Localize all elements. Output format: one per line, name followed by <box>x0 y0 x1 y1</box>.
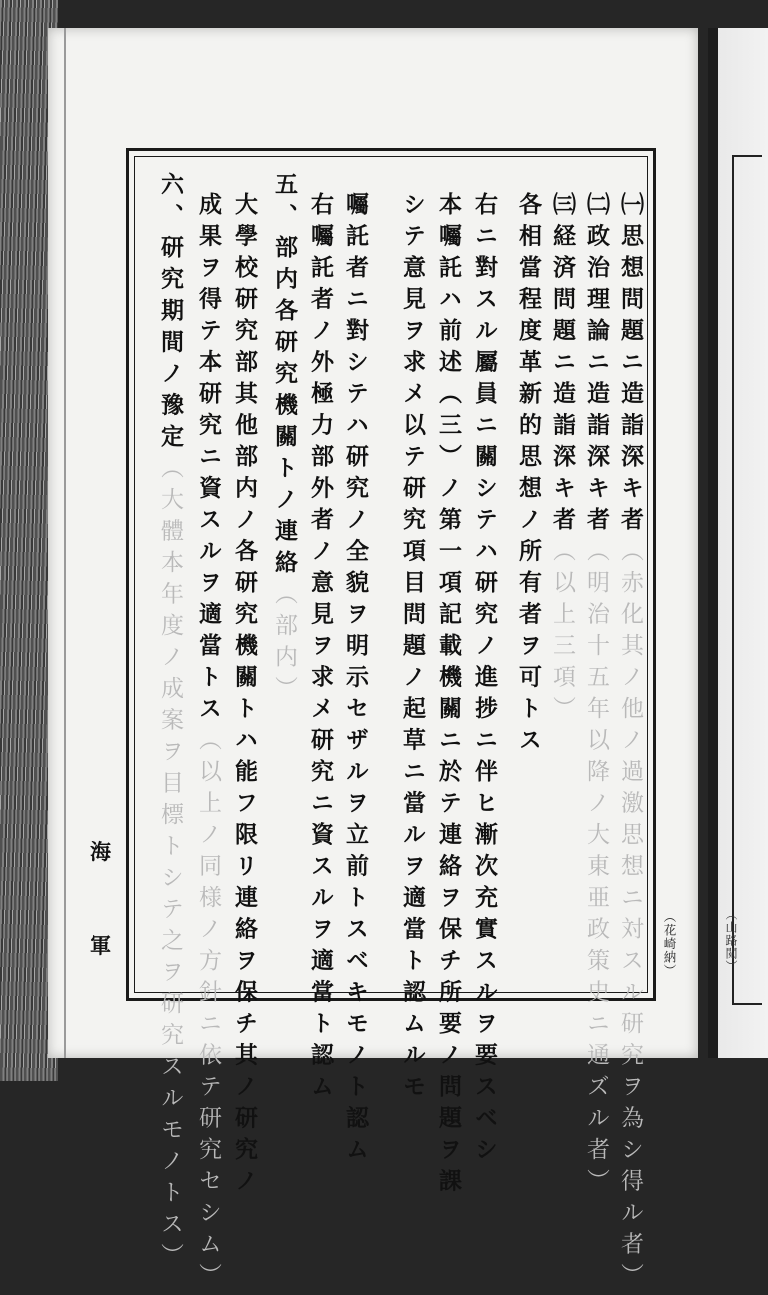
text-column-7: シテ意見ヲ求メ以テ研究項目問題ノ起草ニ當ルヲ適當ト認ムルモ <box>399 192 426 1106</box>
text-column-11: 大學校研究部其他部内ノ各研究機關トハ能フ限リ連絡ヲ保チ其ノ研究ノ <box>231 192 258 1200</box>
margin-note: （花崎納） <box>662 910 677 978</box>
side-label-navy-2: 軍 <box>90 933 111 958</box>
next-page-note: （山路閲） <box>724 908 738 973</box>
side-label-navy-1: 海 <box>90 839 111 864</box>
text-column-4: 各相當程度革新的思想ノ所有者ヲ可トス <box>515 192 542 759</box>
section-heading-6: 六、研究期間ノ豫定（大體本年度ノ成案ヲ目標トシテ之ヲ研究スルモノトス） <box>157 172 184 1275</box>
text-column-3: ㈢経済問題ニ造詣深キ者（以上三項） <box>549 192 576 728</box>
text-column-1: ㈠思想問題ニ造詣深キ者（赤化其ノ他ノ過激思想ニ対スル研究ヲ為シ得ル者） <box>617 192 644 1295</box>
text-column-8: 囑託者ニ對シテハ研究ノ全貌ヲ明示セザルヲ立前トスベキモノト認ム <box>342 192 369 1169</box>
text-column-6: 本囑託ハ前述（三）ノ第一項記載機關ニ於テ連絡ヲ保チ所要ノ問題ヲ課 <box>435 192 462 1200</box>
section-heading-5: 五、部内各研究機關トノ連絡（部内） <box>271 172 298 708</box>
next-page-frame <box>732 155 762 1005</box>
page-fold <box>64 28 66 1058</box>
text-column-2: ㈡政治理論ニ造詣深キ者（明治十五年以降ノ大東亜政策史ニ通ズル者） <box>583 192 610 1200</box>
text-column-9: 右囑託者ノ外極力部外者ノ意見ヲ求メ研究ニ資スルヲ適當ト認ム <box>307 192 334 1106</box>
text-column-5: 右ニ對スル屬員ニ關シテハ研究ノ進捗ニ伴ヒ漸次充實スルヲ要スベシ <box>471 192 498 1169</box>
text-column-12: 成果ヲ得テ本研究ニ資スルヲ適當トス（以上ノ同様ノ方針ニ依テ研究セシム） <box>195 192 222 1295</box>
